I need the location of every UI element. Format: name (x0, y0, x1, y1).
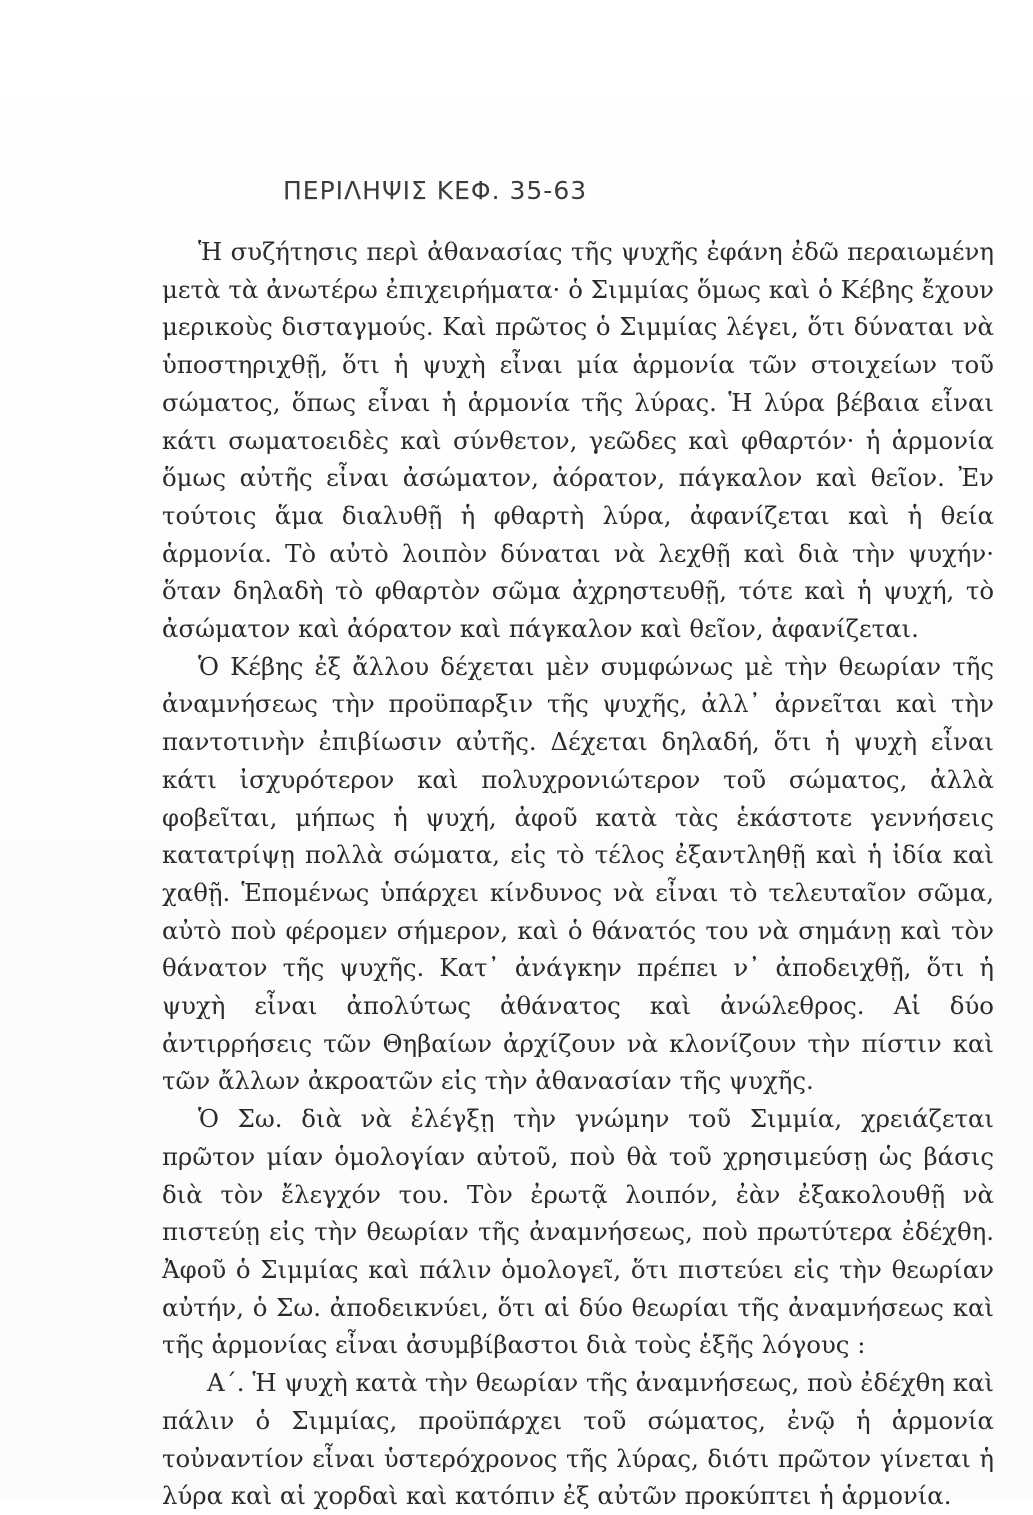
chapter-summary-heading: ΠΕΡΙΛΗΨΙΣ ΚΕΦ. 35-63 (283, 176, 588, 205)
paragraph-first-argument: Α΄. Ἡ ψυχὴ κατὰ τὴν θεωρίαν τῆς ἀναμνήσεως, ποὺ ἐδέχθη καὶ πάλιν ὁ Σιμμίας, προϋπάρχει τοῦ σώματος, ἐνῷ ἡ ἁρμονία τοὐναντίον εἶναι ὑστερόχρονος τῆς λύρας, διότι πρῶτον γίνεται ἡ λύρα καὶ αἱ χορδαὶ καὶ κατόπιν ἐξ αὐτῶν προκύπτει ἡ ἁρμονία. (162, 1368, 994, 1511)
paragraph-simmias-objection: Ἡ συζήτησις περὶ ἀθανασίας τῆς ψυχῆς ἐφάνη ἐδῶ περαιωμένη μετὰ τὰ ἀνωτέρω ἐπιχειρήματα· ὁ Σιμμίας ὅμως καὶ ὁ Κέβης ἔχουν μερικοὺς δισταγμούς. Καὶ πρῶτος ὁ Σιμμίας λέγει, ὅτι δύναται νὰ ὑποστηριχθῇ, ὅτι ἡ ψυχὴ εἶναι μία ἁρμονία τῶν στοιχείων τοῦ σώματος, ὅπως εἶναι ἡ ἁρμονία τῆς λύρας. Ἡ λύρα βέβαια εἶναι κάτι σωματοειδὲς καὶ σύνθετον, γεῶδες καὶ φθαρτόν· ἡ ἁρμονία ὅμως αὐτῆς εἶναι ἀσώματον, ἀόρατον, πάγκαλον καὶ θεῖον. Ἐν τούτοις ἅμα διαλυθῇ ἡ φθαρτὴ λύρα, ἀφανίζεται καὶ ἡ θεία ἁρμονία. Τὸ αὐτὸ λοιπὸν δύναται νὰ λεχθῇ καὶ διὰ τὴν ψυχήν· ὅταν δηλαδὴ τὸ φθαρτὸν σῶμα ἀχρηστευθῇ, τότε καὶ ἡ ψυχή, τὸ ἀσώματον καὶ ἀόρατον καὶ πάγκαλον καὶ θεῖον, ἀφανίζεται. (162, 237, 994, 644)
paragraph-cebes-objection: Ὁ Κέβης ἐξ ἄλλου δέχεται μὲν συμφώνως μὲ τὴν θεωρίαν τῆς ἀναμνήσεως τὴν προϋπαρξιν τῆς ψυχῆς, ἀλλ᾿ ἀρνεῖται καὶ τὴν παντοτινὴν ἐπιβίωσιν αὐτῆς. Δέχεται δηλαδή, ὅτι ἡ ψυχὴ εἶναι κάτι ἰσχυρότερον καὶ πολυχρονιώτερον τοῦ σώματος, ἀλλὰ φοβεῖται, μήπως ἡ ψυχή, ἀφοῦ κατὰ τὰς ἑκάστοτε γεννήσεις κατατρίψῃ πολλὰ σώματα, εἰς τὸ τέλος ἐξαντληθῇ καὶ ἡ ἰδία καὶ χαθῇ. Ἑπομένως ὑπάρχει κίνδυνος νὰ εἶναι τὸ τελευταῖον σῶμα, αὐτὸ ποὺ φέρομεν σήμερον, καὶ ὁ θάνατός του νὰ σημάνῃ καὶ τὸν θάνατον τῆς ψυχῆς. Κατ᾿ ἀνάγκην πρέπει ν᾿ ἀποδειχθῇ, ὅτι ἡ ψυχὴ εἶναι ἀπολύτως ἀθάνατος καὶ ἀνώλεθρος. Αἱ δύο ἀντιρρήσεις τῶν Θηβαίων ἀρχίζουν νὰ κλονίζουν τὴν πίστιν καὶ τῶν ἄλλων ἀκροατῶν εἰς τὴν ἀθανασίαν τῆς ψυχῆς. (162, 651, 994, 1096)
paragraph-socrates-reply: Ὁ Σω. διὰ νὰ ἐλέγξῃ τὴν γνώμην τοῦ Σιμμία, χρειάζεται πρῶτον μίαν ὁμολογίαν αὐτοῦ, ποὺ θὰ τοῦ χρησιμεύσῃ ὡς βάσις διὰ τὸν ἔλεγχόν του. Τὸν ἐρωτᾷ λοιπόν, ἐὰν ἐξακολουθῇ νὰ πιστεύῃ εἰς τὴν θεωρίαν τῆς ἀναμνήσεως, ποὺ πρωτύτερα ἐδέχθη. Ἀφοῦ ὁ Σιμμίας καὶ πάλιν ὁμολογεῖ, ὅτι πιστεύει εἰς τὴν θεωρίαν αὐτήν, ὁ Σω. ἀποδεικνύει, ὅτι αἱ δύο θεωρίαι τῆς ἀναμνήσεως καὶ τῆς ἁρμονίας εἶναι ἀσυμβίβαστοι διὰ τοὺς ἑξῆς λόγους : (162, 1104, 994, 1360)
summary-body (162, 233, 994, 1515)
